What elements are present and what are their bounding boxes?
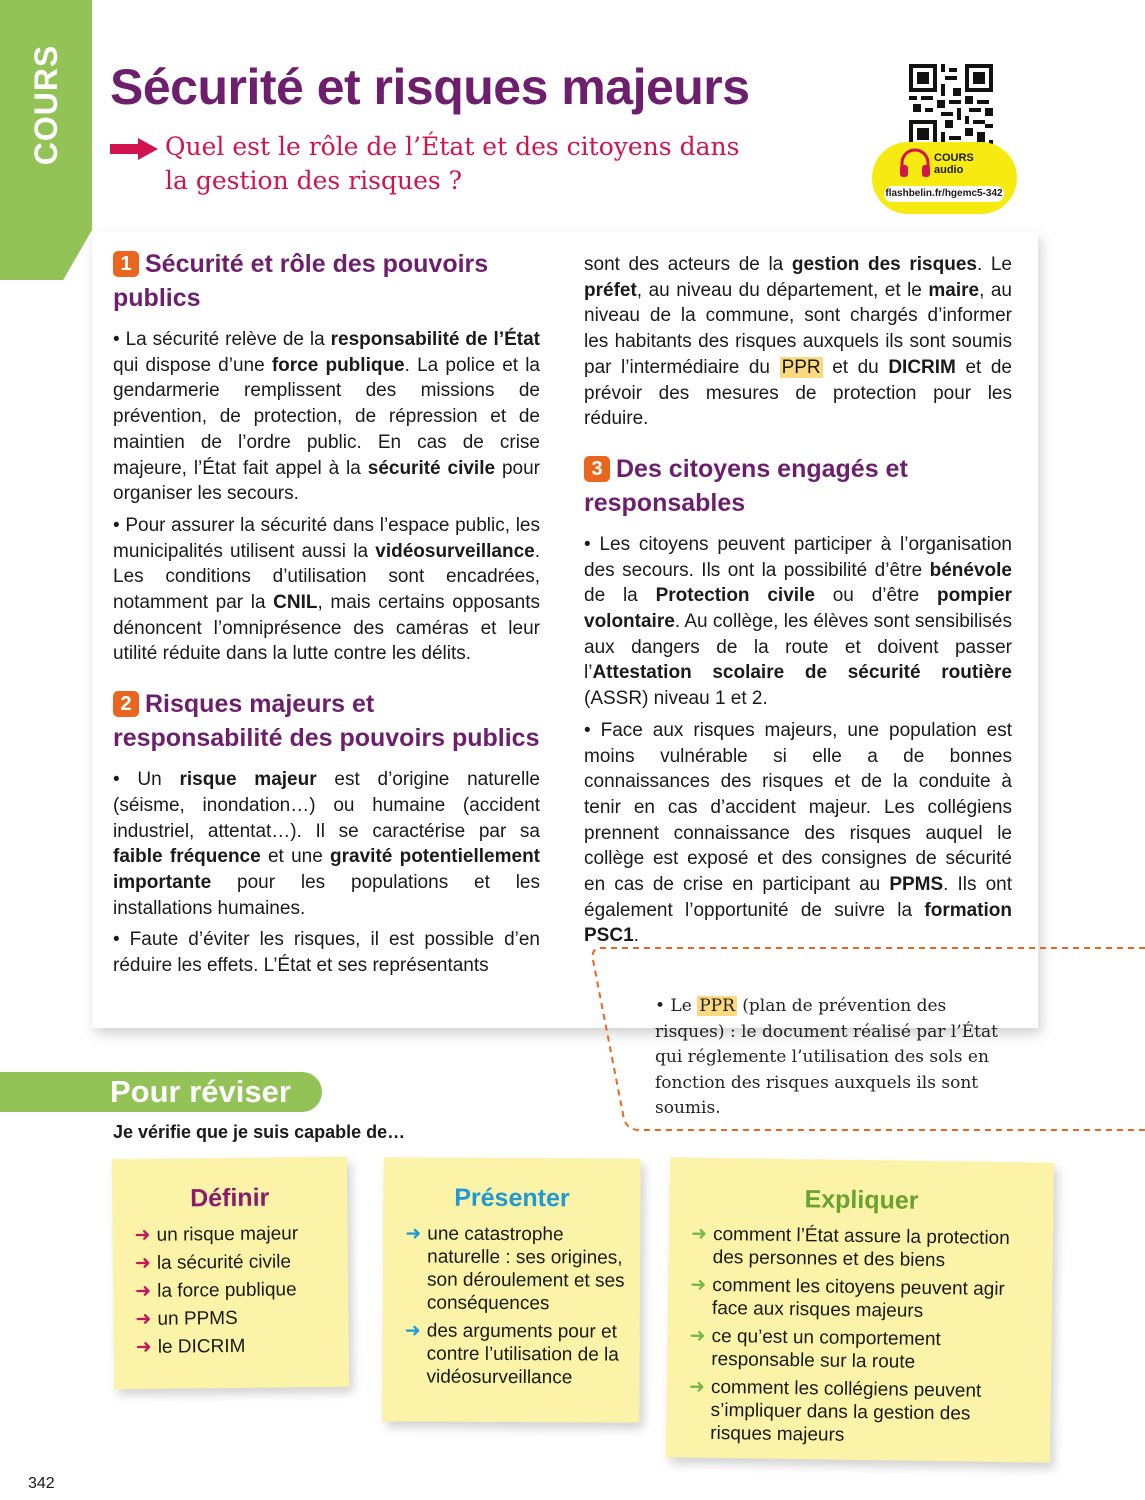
list-item: ➜ le DICRIM [135, 1335, 246, 1358]
page-number: 342 [28, 1475, 55, 1492]
list-item: ➜ comment les citoyens peuvent agir face aux risques majeurs [690, 1274, 1005, 1322]
list-item: ➜ ce qu’est un comportement responsable sur la route [689, 1325, 941, 1373]
section-3-heading [584, 452, 1012, 520]
audio-badge[interactable] [872, 142, 1017, 214]
arrow-right-icon: ➜ [405, 1223, 422, 1245]
audio-label-line2: audio [934, 164, 964, 176]
qr-code-icon[interactable] [909, 64, 993, 148]
section-2-paragraph-1: • Un risque majeur est d’origine naturelle (séisme, inondation…) ou humaine (accident industriel, attentat…). Il se caractérise par sa faible fréquence et une gravité potentiellement importante pour les populations et les installations humaines. [113, 769, 540, 919]
arrow-right-icon: ➜ [134, 1252, 151, 1274]
list-item: ➜ comment l’État assure la protection des personnes et des biens [690, 1223, 1010, 1272]
definition-text: • Le PPR (plan de prévention des risques) : le document réalisé par l’État qui réglemente l’utilisation des sols en fonction des risques auxquels ils sont soumis. [655, 996, 998, 1118]
list-item: ➜ un risque majeur [134, 1223, 299, 1247]
note-list [382, 1222, 640, 1389]
arrow-right-icon: ➜ [688, 1376, 705, 1398]
section-1-paragraph-1: • La sécurité relève de la responsabilité de l’État qui dispose d’une force publique. La police et la gendarmerie remplissent des missions de prévention, de protection, de répression et de maintien de l’ordre public. En cas de crise majeure, l’État fait appel à la sécurité civile pour organiser les secours. [113, 329, 540, 505]
lesson-column-right [584, 252, 1012, 955]
definition-term: PPR [699, 996, 735, 1016]
arrow-right-icon: ➜ [689, 1325, 706, 1347]
revise-title: Pour réviser [110, 1074, 291, 1109]
note-title: Présenter [454, 1183, 570, 1213]
section-1-title: Sécurité et rôle des pouvoirs publics [113, 250, 489, 312]
audio-url-link[interactable]: flashbelin.fr/hgemc5-342 [884, 186, 1004, 202]
arrow-right-icon: ➜ [135, 1280, 152, 1302]
revise-subtitle: Je vérifie que je suis capable de… [113, 1122, 406, 1142]
arrow-right-icon: ➜ [690, 1274, 707, 1296]
audio-label [934, 152, 974, 176]
arrow-right-icon: ➜ [134, 1224, 151, 1247]
sticky-note-definir [112, 1157, 349, 1389]
section-2-paragraph-2: • Faute d’éviter les risques, il est possible d’en réduire les effets. L’État et ses représentants [113, 929, 540, 977]
list-item: ➜ des arguments pour et contre l’utilisation de la vidéosurveillance [404, 1320, 619, 1389]
section-number-badge: 2 [113, 691, 139, 717]
side-tab-corner [62, 230, 94, 282]
list-item: ➜ la sécurité civile [134, 1251, 292, 1274]
lesson-question: Quel est le rôle de l’État et des citoyens dans la gestion des risques ? [165, 132, 740, 195]
list-item: ➜ comment les collégiens peuvent s’impliquer dans la gestion des risques majeurs [688, 1376, 982, 1446]
page-title: Sécurité et risques majeurs [110, 59, 750, 115]
list-item: ➜ un PPMS [135, 1307, 238, 1330]
section-3-paragraph-1: • Les citoyens peuvent participer à l’organisation des secours. Ils ont la possibilité d’être bénévole de la Protection civile ou d’être pompier volontaire. Au collège, les élèves sont sensibilisés aux dangers de la route et doivent passer l’Attestation scolaire de sécurité routière (ASSR) niveau 1 et 2. [584, 533, 1012, 710]
section-1-paragraph-2: • Pour assurer la sécurité dans l’espace public, les municipalités utilisent aussi la vidéosurveillance. Les conditions d’utilisation sont encadrées, notamment par la CNIL, mais certains opposants dénoncent l’omniprésence des caméras et leur utilité réduite dans la lutte contre les délits. [113, 514, 540, 665]
side-tab-label: COURS [28, 44, 64, 166]
arrow-right-icon [110, 138, 158, 160]
note-list [666, 1222, 1053, 1449]
section-3-title: Des citoyens engagés et responsables [584, 454, 908, 517]
arrow-right-icon: ➜ [404, 1320, 421, 1342]
section-3-paragraph-2: • Face aux risques majeurs, une population est moins vulnérable si elle a de bonnes connaissances des risques et de la conduite à tenir en cas d’accident majeur. Les collégiens prennent connaissance des risques auquel le collège est exposé et des consignes de sécurité en cas de crise en participant au PPMS. Ils ont également l’opportunité de suivre la formation PSC1. [584, 719, 1012, 947]
note-title: Expliquer [804, 1185, 919, 1215]
arrow-right-icon: ➜ [135, 1336, 152, 1358]
list-item: ➜ une catastrophe naturelle : ses origines, son déroulement et ses conséquences [405, 1223, 625, 1315]
arrow-right-icon: ➜ [690, 1223, 708, 1245]
ppr-highlight: PPR [781, 356, 821, 378]
note-title: Définir [189, 1183, 270, 1213]
section-1-heading [113, 247, 540, 315]
sticky-note-expliquer [666, 1157, 1054, 1462]
section-2-heading [113, 687, 540, 755]
section-number-badge: 3 [584, 456, 610, 482]
section-number-badge: 1 [113, 251, 139, 277]
section-2-title: Risques majeurs et responsabilité des pouvoirs publics [113, 690, 540, 753]
note-list [112, 1222, 348, 1359]
sticky-note-presenter [382, 1157, 640, 1422]
lesson-column-left [113, 247, 540, 985]
headphones-icon [898, 148, 932, 178]
audio-qr-block[interactable] [872, 64, 1017, 214]
section-2-paragraph-2-continued: sont des acteurs de la gestion des risques. Le préfet, au niveau du département, et le maire, au niveau de la commune, sont chargés d’informer les habitants des risques auxquels ils sont soumis par l’intermédiaire du PPR et du DICRIM et de prévoir des mesures de protection pour les réduire. [584, 254, 1012, 430]
list-item: ➜ la force publique [135, 1279, 297, 1302]
audio-label-line1: COURS [934, 152, 974, 164]
arrow-right-icon: ➜ [135, 1308, 152, 1330]
